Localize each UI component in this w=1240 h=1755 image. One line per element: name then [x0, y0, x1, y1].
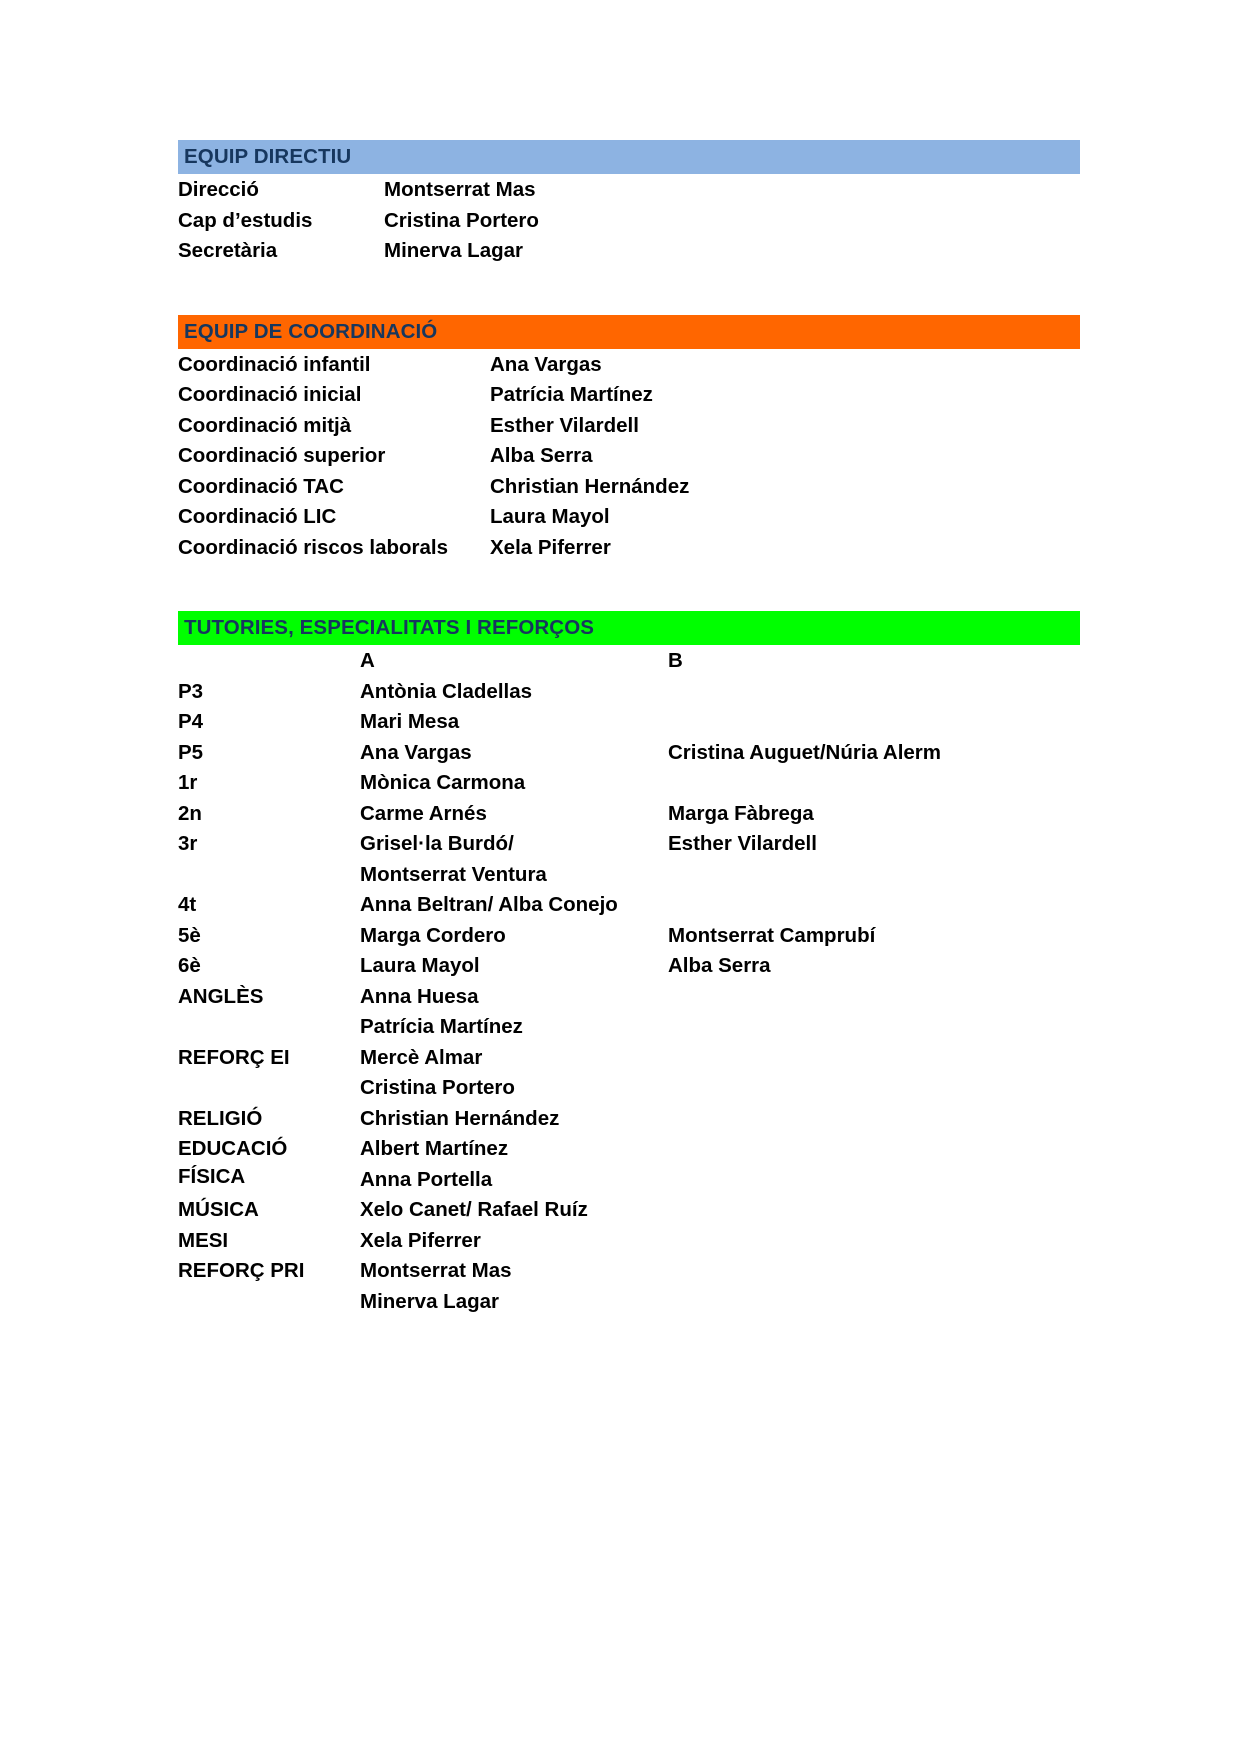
table-row: [178, 503, 1078, 534]
group-a-name: Albert Martínez: [360, 1137, 509, 1161]
group-a-name: Montserrat Ventura: [360, 862, 547, 886]
table-row: [178, 1257, 1078, 1288]
group-b-name: Montserrat Camprubí: [668, 923, 876, 947]
level-label: REFORÇ EI: [178, 1045, 290, 1069]
group-a-name: Christian Hernández: [360, 1106, 560, 1130]
group-b-name: Esther Vilardell: [668, 832, 817, 856]
table-row: [178, 1227, 1078, 1258]
person-name: Patrícia Martínez: [490, 383, 653, 407]
person-name: Christian Hernández: [490, 474, 690, 498]
level-label: MÚSICA: [178, 1198, 259, 1222]
section-rows-equip-de-coordinacio: [178, 351, 1078, 565]
section-header-equip-de-coordinacio: EQUIP DE COORDINACIÓ: [178, 315, 1080, 349]
table-row: [178, 769, 1078, 800]
table-row: [178, 442, 1078, 473]
section-header-equip-directiu: EQUIP DIRECTIU: [178, 140, 1080, 174]
level-label: P3: [178, 679, 204, 703]
group-a-name: Anna Beltran/ Alba Conejo: [360, 893, 618, 917]
person-name: Esther Vilardell: [490, 413, 639, 437]
level-label: 3r: [178, 832, 198, 856]
role-label: Direcció: [178, 178, 259, 202]
level-label: 4t: [178, 893, 197, 917]
level-label: 5è: [178, 923, 201, 947]
group-a-name: Antònia Cladellas: [360, 679, 533, 703]
table-row: [178, 207, 1078, 238]
group-a-name: Mònica Carmona: [360, 771, 526, 795]
role-label: Coordinació mitjà: [178, 413, 352, 437]
role-label: Coordinació infantil: [178, 352, 371, 376]
person-name: Montserrat Mas: [384, 178, 536, 202]
table-row: [178, 678, 1078, 709]
group-a-name: Patrícia Martínez: [360, 1015, 523, 1039]
group-a-name: Anna Portella: [360, 1167, 493, 1191]
group-a-name: Grisel·la Burdó/: [360, 832, 514, 856]
person-name: Xela Piferrer: [490, 535, 611, 559]
table-row: [178, 381, 1078, 412]
person-name: Alba Serra: [490, 444, 593, 468]
person-name: Minerva Lagar: [384, 239, 523, 263]
table-row: [178, 237, 1078, 268]
group-a-name: Minerva Lagar: [360, 1289, 499, 1313]
group-a-name: Cristina Portero: [360, 1076, 515, 1100]
table-row: [178, 983, 1078, 1014]
table-row: [178, 891, 1078, 922]
level-label: EDUCACIÓ FÍSICA: [178, 1137, 288, 1188]
role-label: Coordinació LIC: [178, 505, 337, 529]
group-a-name: Xelo Canet/ Rafael Ruíz: [360, 1198, 588, 1222]
column-header-a: A: [360, 649, 375, 673]
group-b-name: Cristina Auguet/Núria Alerm: [668, 740, 941, 764]
role-label: Cap d’estudis: [178, 208, 313, 232]
table-row: [178, 1196, 1078, 1227]
section-header-tutories: TUTORIES, ESPECIALITATS I REFORÇOS: [178, 611, 1080, 645]
table-row: [178, 1044, 1078, 1075]
group-b-name: Marga Fàbrega: [668, 801, 814, 825]
group-b-name: Alba Serra: [668, 954, 771, 978]
table-row: [178, 1013, 1078, 1044]
level-label: 1r: [178, 771, 198, 795]
table-row: [178, 1074, 1078, 1105]
table-row: [178, 708, 1078, 739]
table-row: [178, 800, 1078, 831]
document-content: [178, 140, 1078, 1318]
table-row: [178, 412, 1078, 443]
group-a-name: Anna Huesa: [360, 984, 479, 1008]
group-a-name: Marga Cordero: [360, 923, 506, 947]
section-rows-equip-directiu: [178, 176, 1078, 268]
person-name: Ana Vargas: [490, 352, 602, 376]
section-spacer: [178, 587, 1078, 611]
role-label: Coordinació superior: [178, 444, 386, 468]
table-row: [178, 830, 1078, 861]
group-a-name: Mercè Almar: [360, 1045, 483, 1069]
table-row: [178, 1288, 1078, 1319]
table-row: [178, 176, 1078, 207]
group-a-name: Mari Mesa: [360, 710, 460, 734]
table-header-row: [178, 647, 1078, 678]
role-label: Coordinació inicial: [178, 383, 362, 407]
role-label: Coordinació TAC: [178, 474, 344, 498]
level-label: ANGLÈS: [178, 984, 264, 1008]
table-row: [178, 1105, 1078, 1136]
role-label: Secretària: [178, 239, 278, 263]
level-label: MESI: [178, 1228, 229, 1252]
level-label: P4: [178, 710, 204, 734]
table-row: [178, 534, 1078, 565]
person-name: Cristina Portero: [384, 208, 539, 232]
table-row: [178, 952, 1078, 983]
table-row: [178, 473, 1078, 504]
person-name: Laura Mayol: [490, 505, 610, 529]
level-label: 2n: [178, 801, 202, 825]
section-spacer: [178, 564, 1078, 587]
section-spacer: [178, 291, 1078, 315]
level-label: RELIGIÓ: [178, 1106, 263, 1130]
group-a-name: Laura Mayol: [360, 954, 480, 978]
section-rows-tutories: [178, 647, 1078, 1318]
table-row: [178, 351, 1078, 382]
group-a-name: Carme Arnés: [360, 801, 487, 825]
role-label: Coordinació riscos laborals: [178, 535, 448, 559]
table-row: [178, 739, 1078, 770]
table-row: [178, 922, 1078, 953]
column-header-b: B: [668, 649, 683, 673]
level-label: REFORÇ PRI: [178, 1259, 305, 1283]
group-a-name: Montserrat Mas: [360, 1259, 512, 1283]
table-row: [178, 861, 1078, 892]
section-spacer: [178, 268, 1078, 291]
group-a-name: Ana Vargas: [360, 740, 472, 764]
group-a-name: Xela Piferrer: [360, 1228, 481, 1252]
level-label: 6è: [178, 954, 201, 978]
level-label: P5: [178, 740, 204, 764]
